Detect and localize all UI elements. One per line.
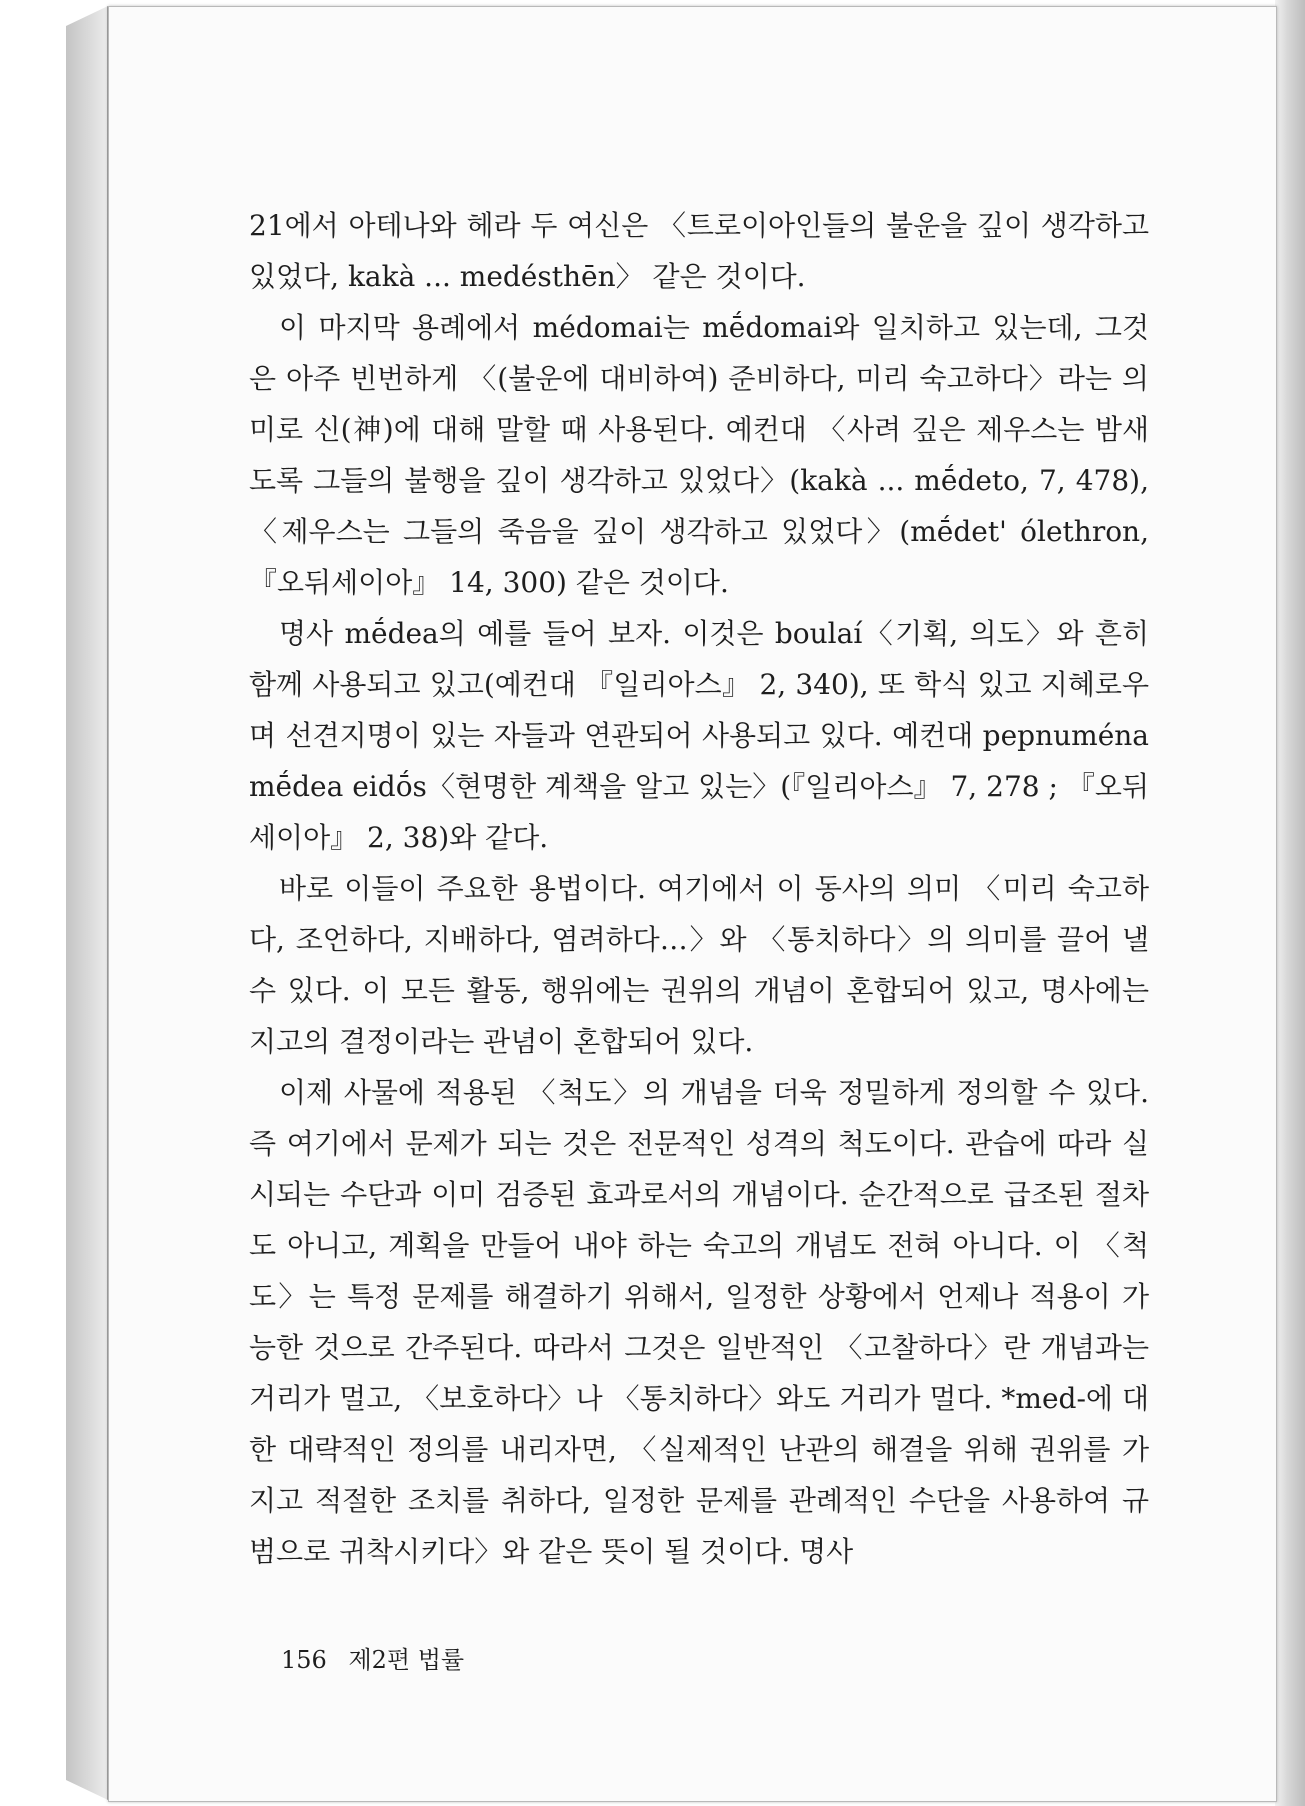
section-title: 제2편 법률 — [348, 1646, 465, 1674]
paragraph-3: 명사 mḗdea의 예를 들어 보자. 이것은 boulaí〈기획, 의도〉와 흔히 함께 사용되고 있고(예컨대 『일리아스』 2, 340), 또 학식 있고 지혜로우며 선견지명이 있는 자들과 연관되어 사용되고 있다. 예컨대 pepnuména mḗdea eidṓs〈현명한 계책을 알고 있는〉(『일리아스』 7, 278 ; 『오뒤세이아』 2, 38)와 같다. — [249, 617, 1149, 854]
paragraph-2: 이 마지막 용례에서 médomai는 mḗdomai와 일치하고 있는데, 그것은 아주 빈번하게 〈(불운에 대비하여) 준비하다, 미리 숙고하다〉라는 의미로 신(神)에 대해 말할 때 사용된다. 예컨대 〈사려 깊은 제우스는 밤새도록 그들의 불행을 깊이 생각하고 있었다〉(kakà ... mḗdeto, 7, 478), 〈제우스는 그들의 죽음을 깊이 생각하고 있었다〉(mḗdet' ólethron, 『오뒤세이아』 14, 300) 같은 것이다. — [249, 311, 1149, 599]
body-text — [249, 200, 1149, 1577]
paragraph-1: 21에서 아테나와 헤라 두 여신은 〈트로이아인들의 불운을 깊이 생각하고 있었다, kakà ... medésthēn〉 같은 것이다. — [249, 209, 1149, 293]
paragraph-4: 바로 이들이 주요한 용법이다. 여기에서 이 동사의 의미 〈미리 숙고하다, 조언하다, 지배하다, 염려하다…〉와 〈통치하다〉의 의미를 끌어 낼 수 있다. 이 모든 활동, 행위에는 권위의 개념이 혼합되어 있고, 명사에는 지고의 결정이라는 관념이 혼합되어 있다. — [249, 872, 1149, 1058]
book-spine — [66, 6, 108, 1800]
book-page — [108, 6, 1277, 1802]
page-number: 156 — [281, 1646, 327, 1674]
paragraph-5: 이제 사물에 적용된 〈척도〉의 개념을 더욱 정밀하게 정의할 수 있다. 즉 여기에서 문제가 되는 것은 전문적인 성격의 척도이다. 관습에 따라 실시되는 수단과 이미 검증된 효과로서의 개념이다. 순간적으로 급조된 절차도 아니고, 계획을 만들어 내야 하는 숙고의 개념도 전혀 아니다. 이 〈척도〉는 특정 문제를 해결하기 위해서, 일정한 상황에서 언제나 적용이 가능한 것으로 간주된다. 따라서 그것은 일반적인 〈고찰하다〉란 개념과는 거리가 멀고, 〈보호하다〉나 〈통치하다〉와도 거리가 멀다. *med-에 대한 대략적인 정의를 내리자면, 〈실제적인 난관의 해결을 위해 권위를 가지고 적절한 조치를 취하다, 일정한 문제를 관례적인 수단을 사용하여 규범으로 귀착시키다〉와 같은 뜻이 될 것이다. 명사 — [249, 1076, 1149, 1568]
book-page-edges — [1275, 0, 1305, 1806]
page-footer — [281, 1640, 464, 1675]
